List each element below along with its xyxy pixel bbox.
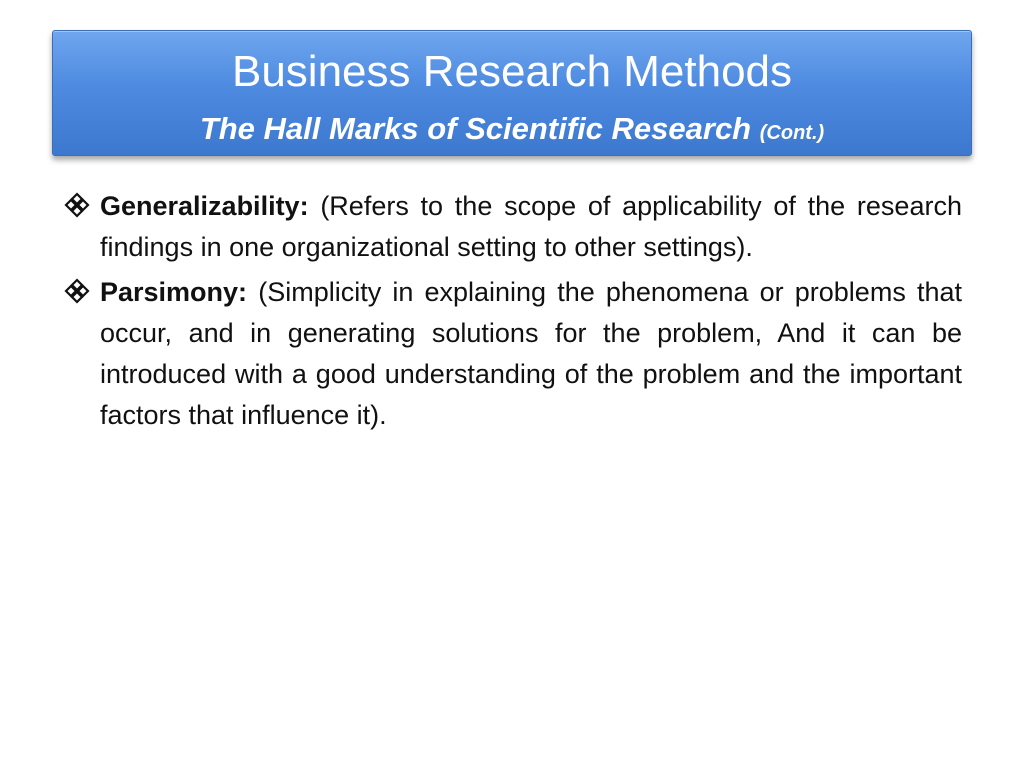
four-diamond-bullet-icon: [64, 192, 90, 218]
bullet-list: [64, 186, 962, 440]
slide-title: Business Research Methods: [231, 47, 793, 96]
bullet-item-parsimony: [64, 272, 962, 436]
bullet-text: (Refers to the scope of applicability of the research findings in one organizational setting to other settings).: [100, 191, 962, 262]
subtitle-text: The Hall Marks of Scientific Research: [199, 111, 752, 146]
bullet-term: Parsimony:: [100, 277, 248, 307]
four-diamond-bullet-icon: [64, 278, 90, 304]
slide-subtitle: [53, 109, 971, 153]
bullet-term: Generalizability:: [100, 191, 309, 221]
bullet-item-generalizability: [64, 186, 962, 268]
title-banner: [52, 30, 972, 156]
bullet-text: (Simplicity in explaining the phenomena or problems that occur, and in generating solutions for the problem, And it can be introduced with a good understanding of the problem and the important factors that influence it).: [100, 277, 962, 430]
subtitle-suffix: (Cont.): [759, 122, 825, 144]
